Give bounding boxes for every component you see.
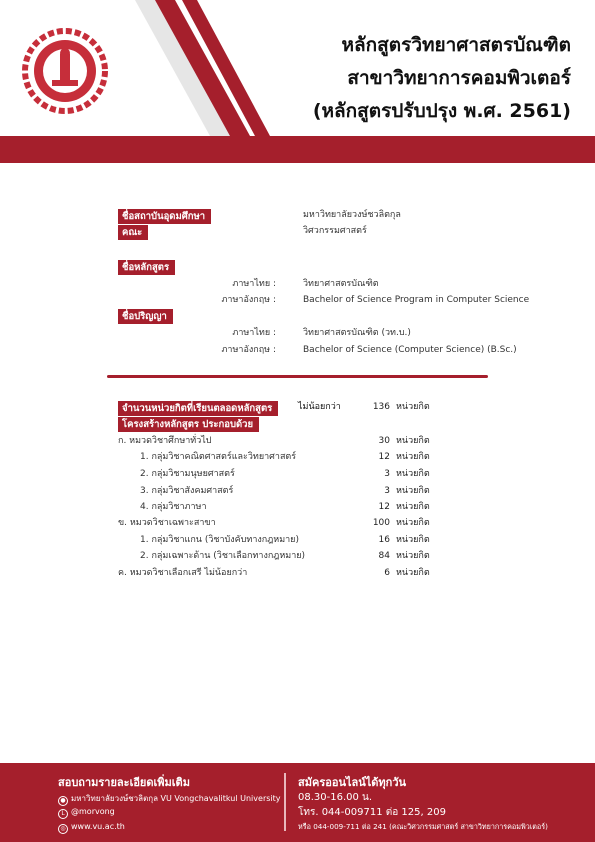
institution-value: มหาวิทยาลัยวงษ์ชวลิตกุล	[303, 210, 401, 220]
credit-row-value: 16	[378, 535, 390, 545]
phone-number: โทร. 044-009711 ต่อ 125, 209	[298, 807, 446, 818]
credit-row-label: 1. กลุ่มวิชาคณิตศาสตร์และวิทยาศาสตร์	[140, 452, 297, 462]
page-title-line-1: หลักสูตรวิทยาศาสตรบัณฑิต	[341, 34, 571, 56]
degree-name-label: ชื่อปริญญา	[118, 309, 173, 324]
credit-row-unit: หน่วยกิต	[396, 568, 430, 578]
location-item	[58, 792, 281, 806]
structure-label: โครงสร้างหลักสูตร ประกอบด้วย	[118, 417, 259, 432]
page-title-line-3: (หลักสูตรปรับปรุง พ.ศ. 2561)	[312, 100, 571, 122]
credit-row-label: 2. กลุ่มวิชามนุษยศาสตร์	[140, 469, 235, 479]
credit-row-value: 6	[384, 568, 390, 578]
program-th-value: วิทยาศาสตรบัณฑิต	[303, 279, 379, 289]
credit-row-unit: หน่วยกิต	[396, 551, 430, 561]
program-en-value: Bachelor of Science Program in Computer Science	[303, 295, 530, 305]
office-hours: 08.30-16.00 น.	[298, 792, 373, 803]
credit-row-unit: หน่วยกิต	[396, 452, 430, 462]
credit-row-unit: หน่วยกิต	[396, 502, 430, 512]
contact-heading: สอบถามรายละเอียดเพิ่มเติม	[58, 776, 190, 789]
credit-row-label: 4. กลุ่มวิชาภาษา	[140, 502, 207, 512]
degree-en-value: Bachelor of Science (Computer Science) (B.Sc.)	[303, 345, 517, 355]
program-name-label: ชื่อหลักสูตร	[118, 260, 175, 275]
degree-en-label: ภาษาอังกฤษ :	[221, 345, 276, 355]
location-text: มหาวิทยาลัยวงษ์ชวลิตกุล VU Vongchavalitkul University	[71, 794, 281, 803]
header-band	[0, 136, 595, 163]
location-pin-icon: ●	[58, 796, 68, 806]
total-credits-suffix: ไม่น้อยกว่า	[298, 402, 341, 412]
credit-row-unit: หน่วยกิต	[396, 518, 430, 528]
total-credits-unit: หน่วยกิต	[396, 402, 430, 412]
credit-row-value: 12	[378, 452, 390, 462]
footer	[0, 763, 595, 842]
section-divider	[107, 375, 488, 378]
apply-heading: สมัครออนไลน์ได้ทุกวัน	[298, 776, 407, 789]
total-credits-label: จำนวนหน่วยกิตที่เรียนตลอดหลักสูตร	[118, 401, 278, 416]
credit-row-value: 100	[372, 518, 390, 528]
globe-icon: ◎	[58, 824, 68, 834]
credit-row-label: 3. กลุ่มวิชาสังคมศาสตร์	[140, 486, 234, 496]
credit-row-label: 1. กลุ่มวิชาแกน (วิชาบังคับทางกฎหมาย)	[140, 535, 299, 545]
website-link[interactable]: www.vu.ac.th	[71, 822, 125, 831]
degree-th-value: วิทยาศาสตรบัณฑิต (วท.บ.)	[303, 328, 411, 338]
university-seal-icon	[22, 28, 108, 114]
program-th-label: ภาษาไทย :	[232, 279, 276, 289]
credit-row-unit: หน่วยกิต	[396, 486, 430, 496]
credit-row-label: ค. หมวดวิชาเลือกเสรี ไม่น้อยกว่า	[118, 568, 248, 578]
credit-row-value: 84	[378, 551, 390, 561]
credit-row-label: ก. หมวดวิชาศึกษาทั่วไป	[118, 436, 212, 446]
total-credits-value: 136	[372, 402, 390, 412]
credit-row-label: ข. หมวดวิชาเฉพาะสาขา	[118, 518, 216, 528]
credit-row-value: 30	[378, 436, 390, 446]
footer-separator	[284, 773, 286, 831]
degree-th-label: ภาษาไทย :	[232, 328, 276, 338]
website-item[interactable]	[58, 822, 125, 834]
credit-row-label: 2. กลุ่มเฉพาะด้าน (วิชาเลือกทางกฎหมาย)	[140, 551, 306, 561]
alt-phone-number: หรือ 044-009-711 ต่อ 241 (คณะวิศวกรรมศาสตร์ สาขาวิทยาการคอมพิวเตอร์)	[298, 822, 548, 831]
social-item[interactable]	[58, 807, 115, 819]
credit-row-value: 3	[384, 486, 390, 496]
faculty-label: คณะ	[118, 225, 148, 240]
faculty-value: วิศวกรรมศาสตร์	[303, 226, 367, 236]
credit-row-unit: หน่วยกิต	[396, 535, 430, 545]
credit-row-value: 12	[378, 502, 390, 512]
page-title-line-2: สาขาวิทยาการคอมพิวเตอร์	[347, 67, 571, 89]
credit-row-unit: หน่วยกิต	[396, 469, 430, 479]
line-chat-icon: L	[58, 809, 68, 819]
institution-label: ชื่อสถาบันอุดมศึกษา	[118, 209, 211, 224]
program-en-label: ภาษาอังกฤษ :	[221, 295, 276, 305]
credit-row-value: 3	[384, 469, 390, 479]
social-text[interactable]: @morvong	[71, 807, 115, 816]
credit-row-unit: หน่วยกิต	[396, 436, 430, 446]
